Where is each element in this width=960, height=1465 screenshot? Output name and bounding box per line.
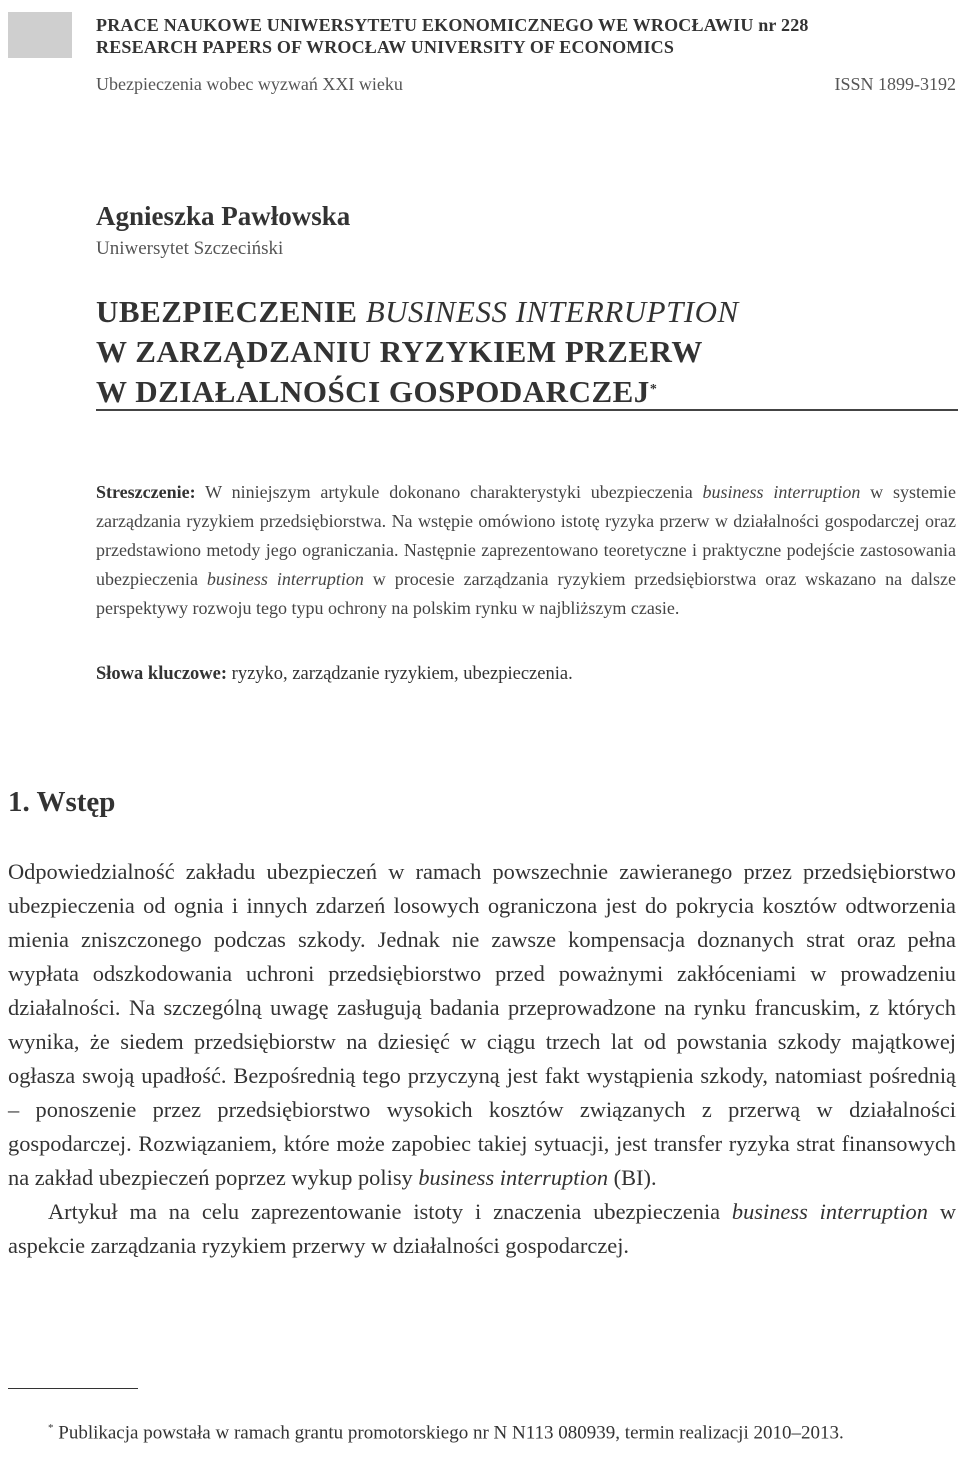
title-line-3-text: W DZIAŁALNOŚCI GOSPODARCZEJ	[96, 374, 650, 409]
keywords-text: ryzyko, zarządzanie ryzykiem, ubezpieczenia.	[227, 664, 573, 684]
footnote-rule	[8, 1388, 138, 1389]
body-p2-text-b: w aspekcie zarządzania ryzykiem przerwy w działalności gospodarczej.	[8, 1199, 956, 1258]
footnote-text: Publikacja powstała w ramach grantu promotorskiego nr N N113 080939, termin realizacji 2010–2013.	[53, 1422, 844, 1444]
title-footnote-mark: *	[649, 382, 658, 397]
abstract-italic-1: business interruption	[702, 482, 861, 502]
series-header	[96, 14, 809, 58]
title-rule	[96, 409, 958, 411]
abstract-label: Streszczenie:	[96, 482, 196, 502]
abstract-italic-2: business interruption	[206, 569, 364, 589]
title-line-1	[96, 292, 739, 332]
body-p2-italic: business interruption	[731, 1199, 928, 1224]
abstract-text-3: w procesie zarządzania ryzykiem przedsiębiorstwa oraz wskazano na dalsze perspektywy rozwoju tego typu ochrony na polskim rynku w najbliższym czasie.	[96, 569, 956, 618]
series-title-pl: PRACE NAUKOWE UNIWERSYTETU EKONOMICZNEGO WE WROCŁAWIU nr 228	[96, 15, 809, 35]
body-p2-text-a: Artykuł ma na celu zaprezentowanie istoty i znaczenia ubezpieczenia	[48, 1199, 732, 1224]
body-paragraph-2	[8, 1195, 956, 1263]
body-p1-italic: business interruption	[418, 1165, 609, 1190]
header-decoration-block	[8, 12, 72, 58]
body-text	[8, 855, 956, 1263]
footnote-mark: *	[48, 1422, 54, 1434]
keywords-label: Słowa kluczowe:	[96, 664, 228, 684]
abstract	[96, 478, 956, 623]
volume-line	[96, 74, 956, 95]
volume-title: Ubezpieczenia wobec wyzwań XXI wieku	[96, 74, 403, 94]
abstract-text-1: W niniejszym artykule dokonano charakterystyki ubezpieczenia	[195, 482, 703, 502]
author-affiliation: Uniwersytet Szczeciński	[96, 238, 284, 259]
body-paragraph-1	[8, 855, 956, 1195]
title-line-2: W ZARZĄDZANIU RYZYKIEM PRZERW	[96, 334, 703, 369]
title-line-1-italic: BUSINESS INTERRUPTION	[365, 294, 739, 329]
keywords	[96, 664, 573, 685]
body-p1-text-a: Odpowiedzialność zakładu ubezpieczeń w ramach powszechnie zawieranego przez przedsiębiorstwo ubezpieczenia od ognia i innych zdarzeń losowych ograniczona jest do pokrycia kosztów odtworzenia mienia zniszczonego podczas szkody. Jednak nie zawsze kompensacja doznanych strat oraz pełna wypłata odszkodowania uchroni przedsiębiorstwo przed poważnymi zakłóceniami w prowadzeniu działalności. Na szczególną uwagę zasługują badania przeprowadzone na rynku francuskim, z których wynika, że siedem przedsiębiorstw na dziesięć w ciągu trzech lat od powstania szkody majątkowej ogłasza swoją upadłość. Bezpośrednią tego przyczyną jest fakt wystąpienia szkody, natomiast pośrednią – ponoszenie przez przedsiębiorstwo wysokich kosztów związanych z przerwą w działalności gospodarczej. Rozwiązaniem, które może zapobiec takiej sytuacji, jest transfer ryzyka strat finansowych na zakład ubezpieczeń poprzez wykup polisy	[8, 859, 956, 1190]
title-line-1-prefix: UBEZPIECZENIE	[96, 294, 366, 329]
abstract-text-2: w systemie zarządzania ryzykiem przedsiębiorstwa. Na wstępie omówiono istotę ryzyka przerw w działalności gospodarczej oraz przedstawiono metody jego ograniczania. Następnie zaprezentowano teoretyczne i praktyczne podejście zastosowania ubezpieczenia	[96, 482, 956, 589]
body-p1-text-b: (BI).	[608, 1165, 657, 1190]
section-heading: 1. Wstęp	[8, 786, 116, 818]
issn: ISSN 1899-3192	[834, 74, 956, 94]
paper-title	[96, 292, 739, 412]
footnote	[8, 1414, 956, 1447]
author-name: Agnieszka Pawłowska	[96, 201, 351, 231]
title-line-3	[96, 372, 739, 412]
series-title-en: RESEARCH PAPERS OF WROCŁAW UNIVERSITY OF ECONOMICS	[96, 37, 675, 57]
